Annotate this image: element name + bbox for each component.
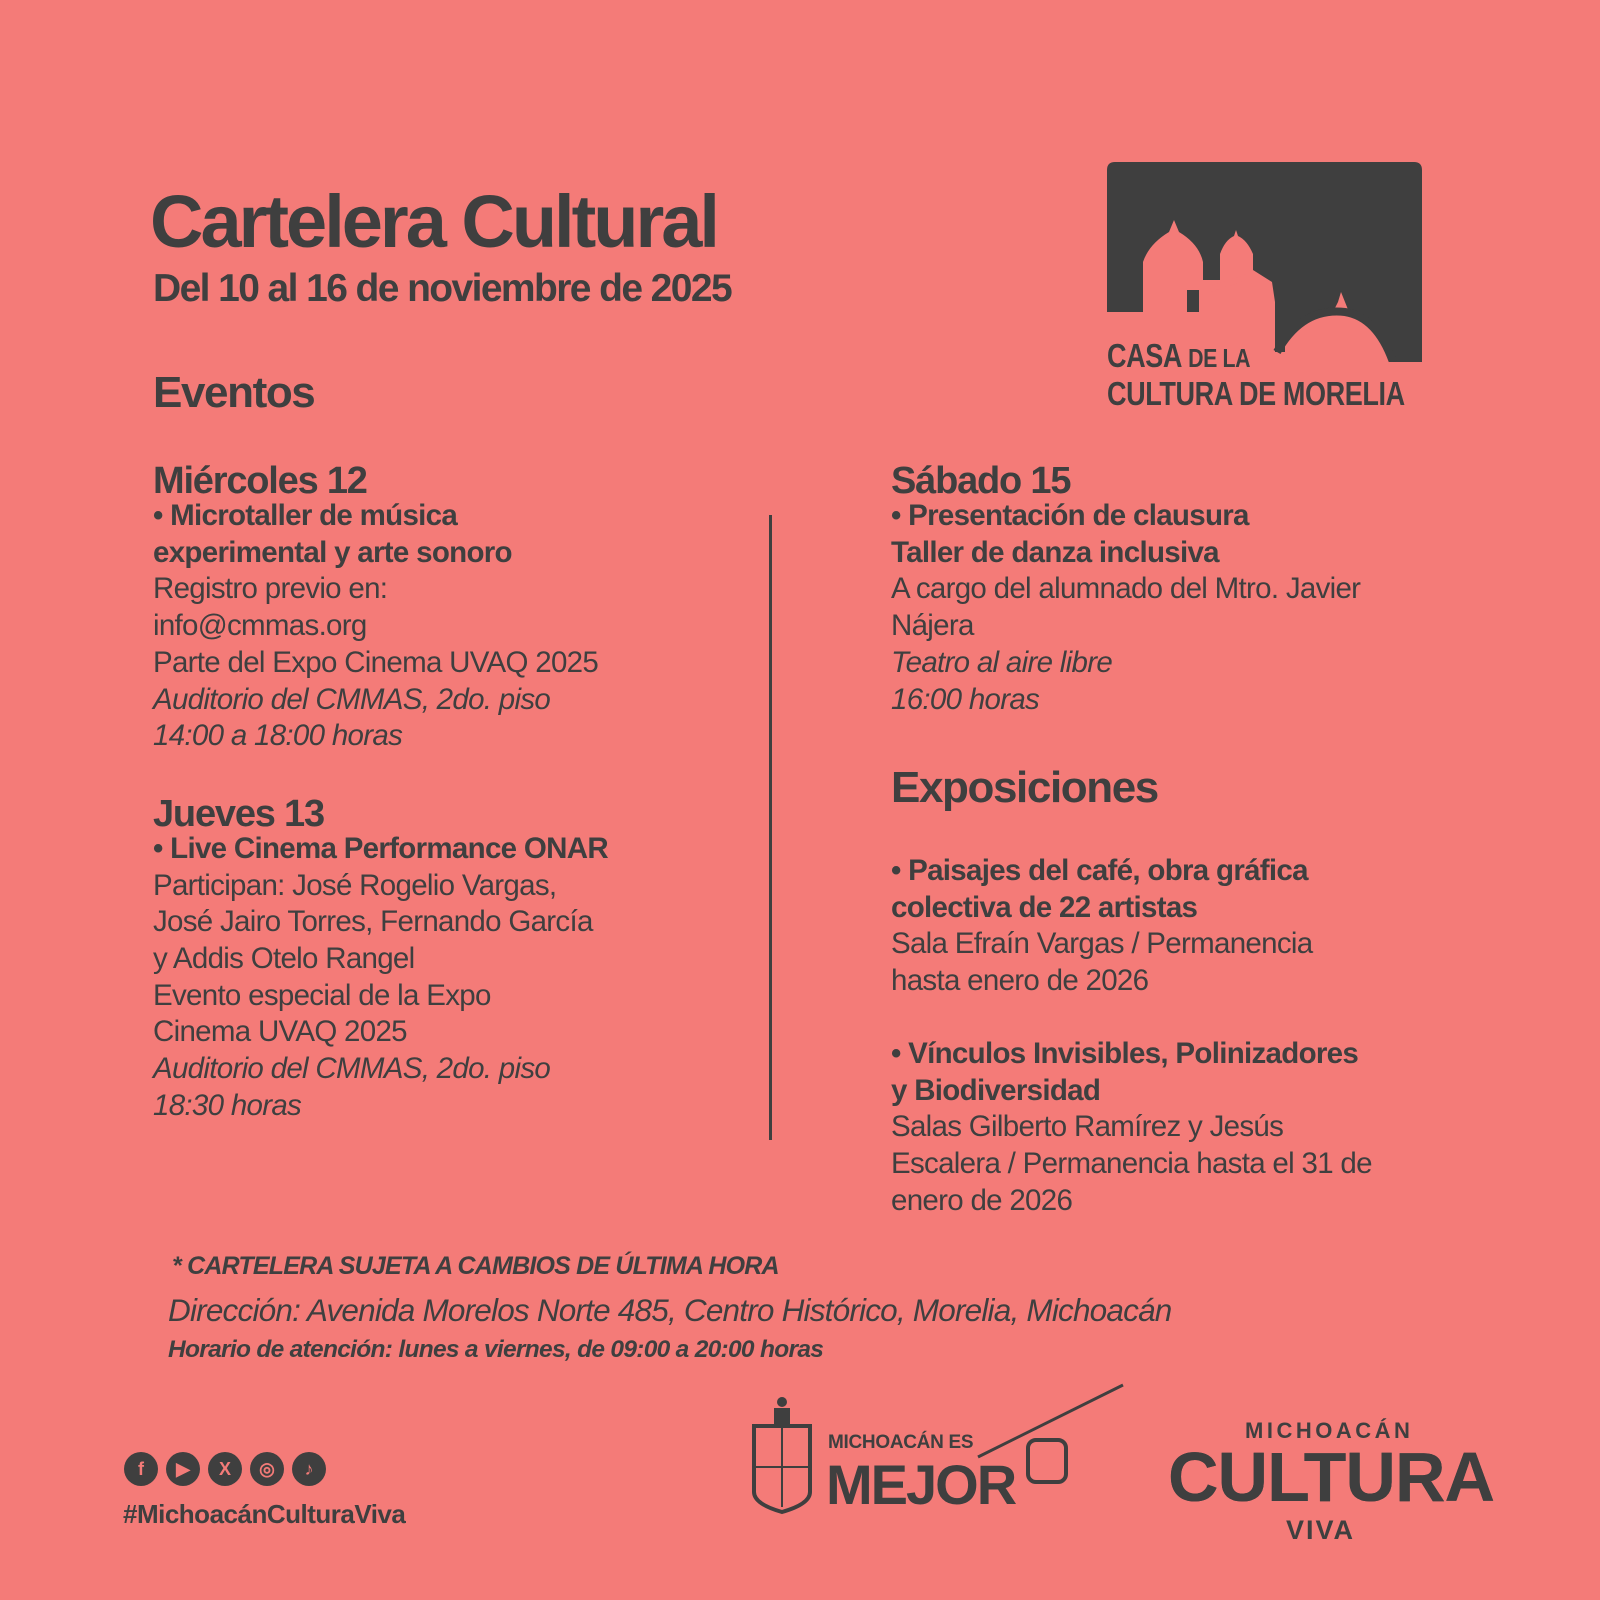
culture-logo-main: CULTURA — [1168, 1438, 1495, 1516]
page-subtitle: Del 10 al 16 de noviembre de 2025 — [153, 267, 732, 310]
logo-line1-b: DE LA — [1188, 343, 1251, 373]
x-icon[interactable]: X — [208, 1452, 242, 1486]
exhibition-title: • Vínculos Invisibles, Polinizadores — [891, 1036, 1359, 1070]
event-day: Jueves 13 — [153, 792, 324, 835]
eventos-heading: Eventos — [153, 368, 315, 417]
event-title-cont: Taller de danza inclusiva — [891, 535, 1219, 569]
opening-hours: Horario de atención: lunes a viernes, de 09:00 a 20:00 horas — [168, 1336, 824, 1363]
event-desc: Nájera — [891, 609, 974, 643]
exhibitions-list — [891, 853, 1491, 1257]
youtube-icon[interactable]: ▶ — [166, 1452, 200, 1486]
event-time: 18:30 horas — [153, 1088, 302, 1122]
exhibition-desc: Sala Efraín Vargas / Permanencia — [891, 927, 1313, 961]
exhibition-desc: enero de 2026 — [891, 1183, 1073, 1217]
exposiciones-heading: Exposiciones — [891, 763, 1158, 812]
exhibition-desc: Salas Gilberto Ramírez y Jesús — [891, 1110, 1284, 1144]
event-desc: A cargo del alumnado del Mtro. Javier — [891, 572, 1361, 606]
exhibition-title-cont: colectiva de 22 artistas — [891, 890, 1198, 924]
address: Dirección: Avenida Morelos Norte 485, Centro Histórico, Morelia, Michoacán — [168, 1292, 1172, 1328]
event-place: Auditorio del CMMAS, 2do. piso — [153, 682, 551, 716]
disclaimer-note: * CARTELERA SUJETA A CAMBIOS DE ÚLTIMA HORA — [172, 1252, 779, 1280]
event-title-cont: experimental y arte sonoro — [153, 535, 512, 569]
event-desc: Parte del Expo Cinema UVAQ 2025 — [153, 645, 599, 679]
exhibition-desc: hasta enero de 2026 — [891, 964, 1149, 998]
logo-line1-a: CASA — [1107, 337, 1182, 374]
exhibition-item — [891, 1036, 1491, 1220]
instagram-icon[interactable]: ◎ — [250, 1452, 284, 1486]
event-place: Teatro al aire libre — [891, 645, 1113, 679]
casa-cultura-logo-icon — [1107, 162, 1422, 362]
event-desc: Registro previo en: — [153, 572, 388, 606]
exhibition-desc: Escalera / Permanencia hasta el 31 de — [891, 1146, 1372, 1180]
event-desc: Evento especial de la Expo — [153, 978, 491, 1012]
casa-cultura-logo-text — [1107, 338, 1405, 411]
event-desc: Cinema UVAQ 2025 — [153, 1015, 407, 1049]
gov-logo-main: MEJOR — [826, 1453, 1016, 1516]
michoacan-shield-icon — [748, 1382, 816, 1522]
culture-logo-top: MICHOACÁN — [1245, 1418, 1414, 1443]
events-right-column — [891, 460, 1491, 756]
exhibition-item — [891, 853, 1491, 1000]
event-title: • Presentación de clausura — [891, 499, 1249, 532]
event-day: Miércoles 12 — [153, 460, 367, 502]
exhibition-title-cont: y Biodiversidad — [891, 1073, 1101, 1107]
gov-logo-top: MICHOACÁN ES — [828, 1432, 974, 1453]
hashtag: #MichoacánCulturaViva — [123, 1499, 406, 1529]
exhibition-title: • Paisajes del café, obra gráfica — [891, 854, 1308, 887]
logo-line2: CULTURA DE MORELIA — [1107, 375, 1405, 412]
facebook-icon[interactable]: f — [124, 1452, 158, 1486]
page-title: Cartelera Cultural — [150, 180, 717, 263]
culture-logo-bottom: VIVA — [1286, 1515, 1356, 1545]
event-desc: Participan: José Rogelio Vargas, — [153, 868, 557, 902]
event-title: • Live Cinema Performance ONAR — [153, 831, 608, 865]
event-block — [153, 460, 673, 755]
event-title: • Microtaller de música — [153, 499, 458, 532]
event-day: Sábado 15 — [891, 460, 1071, 502]
event-place: Auditorio del CMMAS, 2do. piso — [153, 1052, 551, 1086]
event-time: 14:00 a 18:00 horas — [153, 719, 403, 753]
tiktok-icon[interactable]: ♪ — [292, 1452, 326, 1486]
event-desc: y Addis Otelo Rangel — [153, 942, 415, 976]
event-desc: José Jairo Torres, Fernando García — [153, 905, 593, 939]
event-block — [891, 460, 1491, 718]
event-email: info@cmmas.org — [153, 609, 367, 643]
cable-car-icon — [928, 1382, 1128, 1512]
events-left-column — [153, 460, 673, 1163]
event-time: 16:00 horas — [891, 682, 1040, 716]
social-icons — [124, 1452, 326, 1486]
event-block — [153, 793, 673, 1125]
column-divider — [769, 515, 772, 1140]
